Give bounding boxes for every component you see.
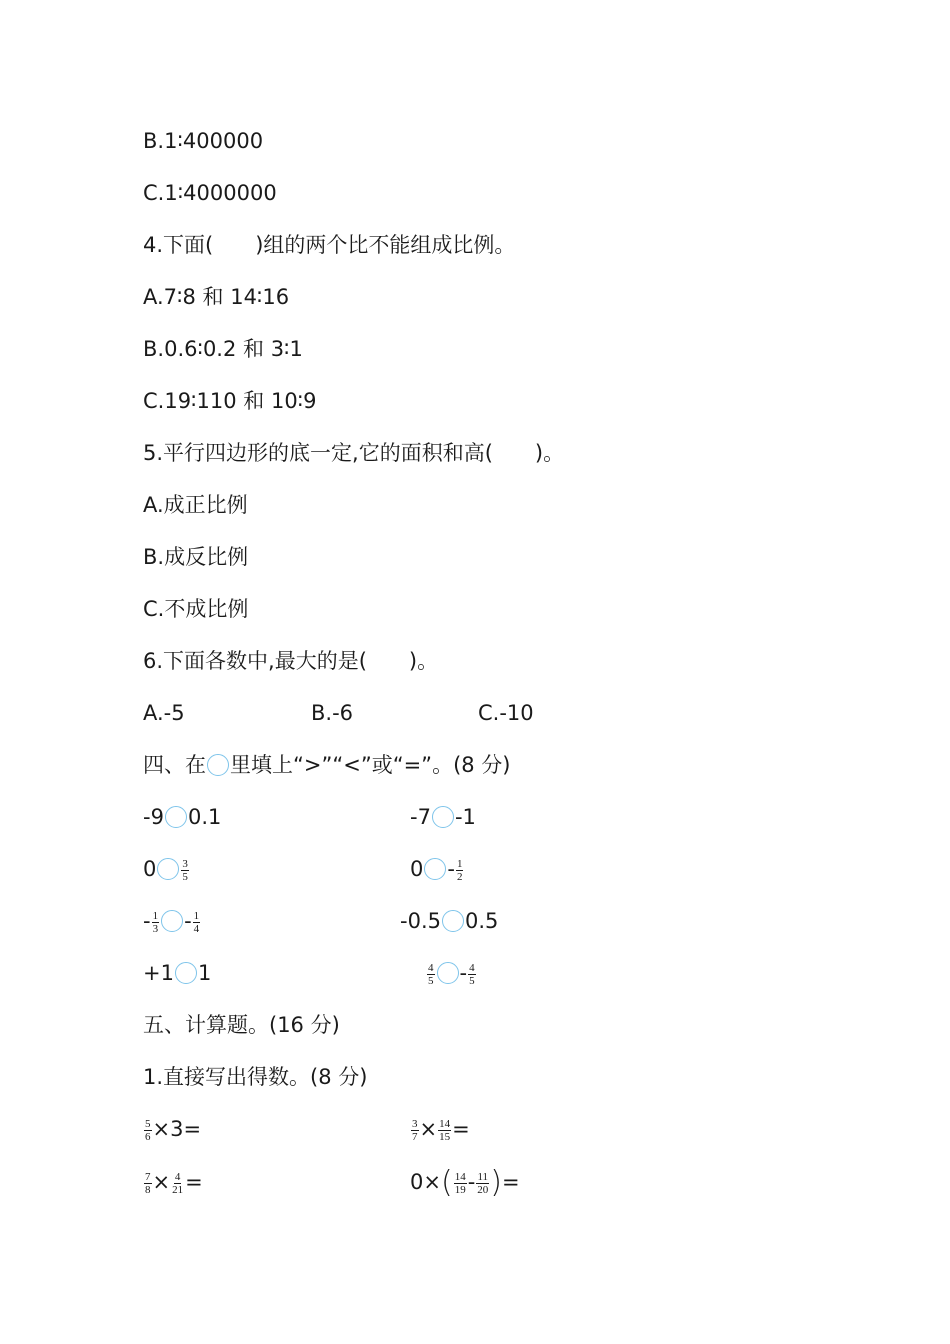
- fraction-denominator: 7: [412, 1130, 418, 1143]
- fraction-numerator: 1: [456, 857, 463, 870]
- fraction: [411, 1118, 419, 1143]
- fraction: [181, 858, 189, 883]
- fraction-denominator: 4: [193, 922, 200, 935]
- calc-problem-3: [143, 1167, 203, 1197]
- fraction: [171, 1171, 184, 1196]
- q4-option-b: B.0.6∶0.2 和 3∶1: [143, 337, 303, 361]
- answer-circle[interactable]: [424, 858, 446, 880]
- fraction: [193, 910, 201, 935]
- fraction-denominator: 5: [428, 974, 434, 987]
- expression-rest: ×3=: [152, 1117, 202, 1141]
- compare-item-1: [143, 802, 221, 832]
- compare-left-value: -7: [410, 805, 431, 829]
- fraction-denominator: 5: [182, 870, 188, 883]
- compare-item-3: [143, 854, 190, 884]
- fraction-denominator: 20: [477, 1183, 489, 1196]
- q6-option-c: C.-10: [478, 701, 534, 725]
- fraction-denominator: 5: [469, 974, 475, 987]
- fraction-numerator: 4: [174, 1170, 181, 1183]
- answer-circle[interactable]: [437, 962, 459, 984]
- fraction-denominator: 21: [172, 1183, 184, 1196]
- section5-sub1: 1.直接写出得数。(8 分): [143, 1065, 368, 1089]
- fraction-numerator: 14: [439, 1117, 451, 1130]
- section5-title: 五、计算题。(16 分): [143, 1013, 340, 1037]
- fraction: [468, 962, 476, 987]
- q3-option-c: C.1∶4000000: [143, 181, 277, 205]
- section4-title: [143, 750, 511, 780]
- fraction-denominator: 3: [152, 922, 159, 935]
- fraction-denominator: 6: [145, 1130, 151, 1143]
- minus-sign: -: [447, 857, 455, 881]
- minus-sign: -: [459, 961, 468, 985]
- compare-item-7: [143, 958, 211, 988]
- q4-option-c: C.19∶110 和 10∶9: [143, 389, 317, 413]
- compare-left-value: 0: [410, 857, 424, 881]
- minus-sign: -: [184, 909, 192, 933]
- compare-left-value: +1: [143, 961, 174, 985]
- fraction-numerator: 1: [193, 909, 200, 922]
- times-sign: ×: [152, 1170, 171, 1194]
- q6-option-b: B.-6: [311, 701, 354, 725]
- q5-option-a: A.成正比例: [143, 493, 248, 517]
- fraction-numerator: 4: [469, 961, 475, 974]
- fraction-denominator: 19: [454, 1183, 466, 1196]
- q5-option-b: B.成反比例: [143, 545, 249, 569]
- calc-problem-1: [143, 1114, 201, 1144]
- equals-sign: =: [185, 1170, 203, 1194]
- compare-left-value: 0: [143, 857, 157, 881]
- fraction: [454, 1171, 467, 1196]
- section4-title-post: 里填上“>”“<”或“=”。(8 分): [230, 753, 511, 777]
- equals-sign: =: [501, 1170, 520, 1194]
- compare-item-8: [426, 958, 477, 988]
- compare-right-value: 0.5: [464, 909, 499, 933]
- minus-sign: -: [467, 1170, 476, 1194]
- fraction-numerator: 3: [182, 857, 188, 870]
- compare-item-6: [400, 906, 498, 936]
- q4-stem: 4.下面( )组的两个比不能组成比例。: [143, 233, 516, 257]
- fraction: [438, 1118, 451, 1143]
- fraction-denominator: 15: [439, 1130, 451, 1143]
- compare-left-value: -9: [143, 805, 164, 829]
- compare-item-4: [410, 854, 464, 884]
- fraction-denominator: 8: [145, 1183, 151, 1196]
- fraction-numerator: 4: [428, 961, 434, 974]
- right-parenthesis: ): [490, 1165, 502, 1200]
- compare-item-2: [410, 802, 476, 832]
- compare-item-5: [143, 906, 201, 936]
- times-sign: ×: [419, 1117, 438, 1141]
- answer-circle[interactable]: [175, 962, 197, 984]
- q3-option-b: B.1∶400000: [143, 129, 264, 153]
- fraction-denominator: 2: [456, 870, 463, 883]
- fraction: [456, 858, 464, 883]
- compare-left-value: -0.5: [400, 909, 441, 933]
- answer-circle[interactable]: [157, 858, 179, 880]
- fraction: [144, 1171, 152, 1196]
- fraction-numerator: 3: [412, 1117, 418, 1130]
- q5-option-c: C.不成比例: [143, 597, 249, 621]
- q4-option-a: A.7∶8 和 14∶16: [143, 285, 290, 309]
- answer-circle[interactable]: [432, 806, 454, 828]
- fraction-numerator: 1: [152, 909, 159, 922]
- minus-sign: -: [143, 909, 151, 933]
- fraction-numerator: 14: [454, 1170, 466, 1183]
- answer-circle[interactable]: [161, 910, 183, 932]
- fraction-numerator: 7: [145, 1170, 151, 1183]
- left-parenthesis: (: [440, 1165, 453, 1200]
- q5-stem: 5.平行四边形的底一定,它的面积和高( )。: [143, 441, 565, 465]
- fraction: [152, 910, 160, 935]
- fraction: [144, 1118, 152, 1143]
- fraction: [427, 962, 435, 987]
- equals-sign: =: [452, 1117, 470, 1141]
- calc-problem-2: [410, 1114, 470, 1144]
- fraction-numerator: 5: [145, 1117, 151, 1130]
- answer-circle[interactable]: [442, 910, 464, 932]
- fraction-numerator: 11: [477, 1170, 489, 1183]
- calc-problem-4: [410, 1167, 520, 1198]
- compare-right-value: 0.1: [187, 805, 222, 829]
- blank-circle-icon: [207, 754, 229, 776]
- answer-circle[interactable]: [165, 806, 187, 828]
- compare-right-value: 1: [197, 961, 212, 985]
- q6-stem: 6.下面各数中,最大的是( )。: [143, 649, 439, 673]
- q6-option-a: A.-5: [143, 701, 185, 725]
- section4-title-pre: 四、在: [143, 753, 206, 777]
- fraction: [476, 1171, 489, 1196]
- compare-right-value: -1: [454, 805, 476, 829]
- expression-prefix: 0×: [410, 1170, 441, 1194]
